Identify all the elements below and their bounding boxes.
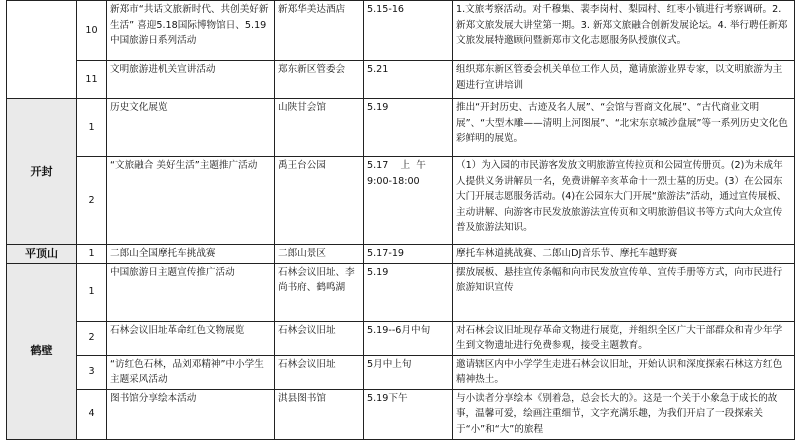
row-number: 2	[77, 157, 107, 245]
city-cell-hebi: 鹤壁	[7, 263, 77, 439]
row-number: 1	[77, 99, 107, 157]
venue: 石林会议旧址、李尚书府、鹤鸣湖	[275, 263, 364, 321]
activity-name: 中国旅游日主题宣传推广活动	[107, 263, 275, 321]
row-number: 1	[77, 245, 107, 264]
table-row	[7, 355, 795, 389]
date: 5.19下午	[364, 389, 453, 439]
venue: 新郑华美达酒店	[275, 1, 364, 61]
activity-content: 与小读者分享绘本《别着急，总会长大的》。这是一个关于小象急于成长的故事，温馨可爱，绘画注重细节，文字充满乐趣，为我们开启了一段探索关于“小”和“大”的旅程	[453, 389, 795, 439]
date: 5月中上旬	[364, 355, 453, 389]
activity-content: 1.文旅考察活动。对千穆集、裴李岗村、梨园村、红枣小镇进行考察调研。2. 新郑文旅发展大讲堂第一期。3. 新郑文旅融合创新发展论坛。4. 举行聘任新郑文旅发展特邀顾问暨新郑市文化志愿服务队授旗仪式。	[453, 1, 795, 61]
activity-content: 摩托车林道挑战赛、二郎山DJ音乐节、摩托车越野赛	[453, 245, 795, 264]
date: 5.19	[364, 263, 453, 321]
table-row	[7, 263, 795, 321]
city-cell-pingdingshan: 平顶山	[7, 245, 77, 264]
activity-name: “文旅融合 美好生活”主题推广活动	[107, 157, 275, 245]
table-row	[7, 1, 795, 61]
activity-content: 组织郑东新区管委会机关单位工作人员，邀请旅游业界专家，以文明旅游为主题进行宣讲培训	[453, 61, 795, 99]
table-row	[7, 99, 795, 157]
table-row	[7, 157, 795, 245]
date: 5.19--6月中旬	[364, 321, 453, 355]
activity-name: 历史文化展览	[107, 99, 275, 157]
activity-name: “访红色石林，品刘邓精神”中小学生主题采风活动	[107, 355, 275, 389]
date: 5.19	[364, 99, 453, 157]
activity-name: 石林会议旧址革命红色文物展览	[107, 321, 275, 355]
schedule-table-wrapper	[6, 0, 794, 440]
city-cell-zhengzhou-continued	[7, 1, 77, 99]
venue: 石林会议旧址	[275, 355, 364, 389]
venue: 二郎山景区	[275, 245, 364, 264]
activity-schedule-table	[6, 0, 795, 440]
activity-name: 新郑市“共话文旅新时代、共创美好新生活” 喜迎5.18国际博物馆日、5.19中国旅游日系列活动	[107, 1, 275, 61]
table-row	[7, 61, 795, 99]
table-row	[7, 321, 795, 355]
venue: 禹王台公园	[275, 157, 364, 245]
activity-content: 邀请辖区内中小学学生走进石林会议旧址，开始认识和深度探索石林这方红色精神热土。	[453, 355, 795, 389]
venue: 石林会议旧址	[275, 321, 364, 355]
activity-name: 文明旅游进机关宣讲活动	[107, 61, 275, 99]
city-cell-kaifeng: 开封	[7, 99, 77, 245]
row-number: 1	[77, 263, 107, 321]
row-number: 3	[77, 355, 107, 389]
venue: 淇县图书馆	[275, 389, 364, 439]
activity-content: 对石林会议旧址现存革命文物进行展览，并组织全区广大干部群众和青少年学生到文物遗址进行免费参观，接受主题教育。	[453, 321, 795, 355]
date: 5.21	[364, 61, 453, 99]
date: 5.17-19	[364, 245, 453, 264]
row-number: 2	[77, 321, 107, 355]
venue: 山陕甘会馆	[275, 99, 364, 157]
activity-content: 推出“开封历史、古迹及名人展”、“会馆与晋商文化展”、“古代商业文明展”、“大型木雕——清明上河图展”、“北宋东京城沙盘展”等一系列历史文化色彩鲜明的展览。	[453, 99, 795, 157]
activity-content: （1）为入园的市民游客发放文明旅游宣传拉页和公园宣传册页。(2)为未成年人提供义务讲解员一名，免费讲解辛亥革命十一烈士墓的历史。(3）在公园东大门开展志愿服务活动。(4)在公园东大门开展“旅游法”活动，通过宣传展板、主动讲解、向游客市民发放旅游法宣传页和文明旅游倡议书等方式向大众宣传普及旅游法知识。	[453, 157, 795, 245]
row-number: 10	[77, 1, 107, 61]
table-row	[7, 389, 795, 439]
activity-name: 图书馆分享绘本活动	[107, 389, 275, 439]
venue: 郑东新区管委会	[275, 61, 364, 99]
activity-content: 摆放展板、悬挂宣传条幅和向市民发放宣传单、宣传手册等方式，向市民进行旅游知识宣传	[453, 263, 795, 321]
row-number: 4	[77, 389, 107, 439]
date: 5.17 上 午 9:00-18:00	[364, 157, 453, 245]
row-number: 11	[77, 61, 107, 99]
date: 5.15-16	[364, 1, 453, 61]
activity-name: 二郎山全国摩托车挑战赛	[107, 245, 275, 264]
table-row	[7, 245, 795, 264]
